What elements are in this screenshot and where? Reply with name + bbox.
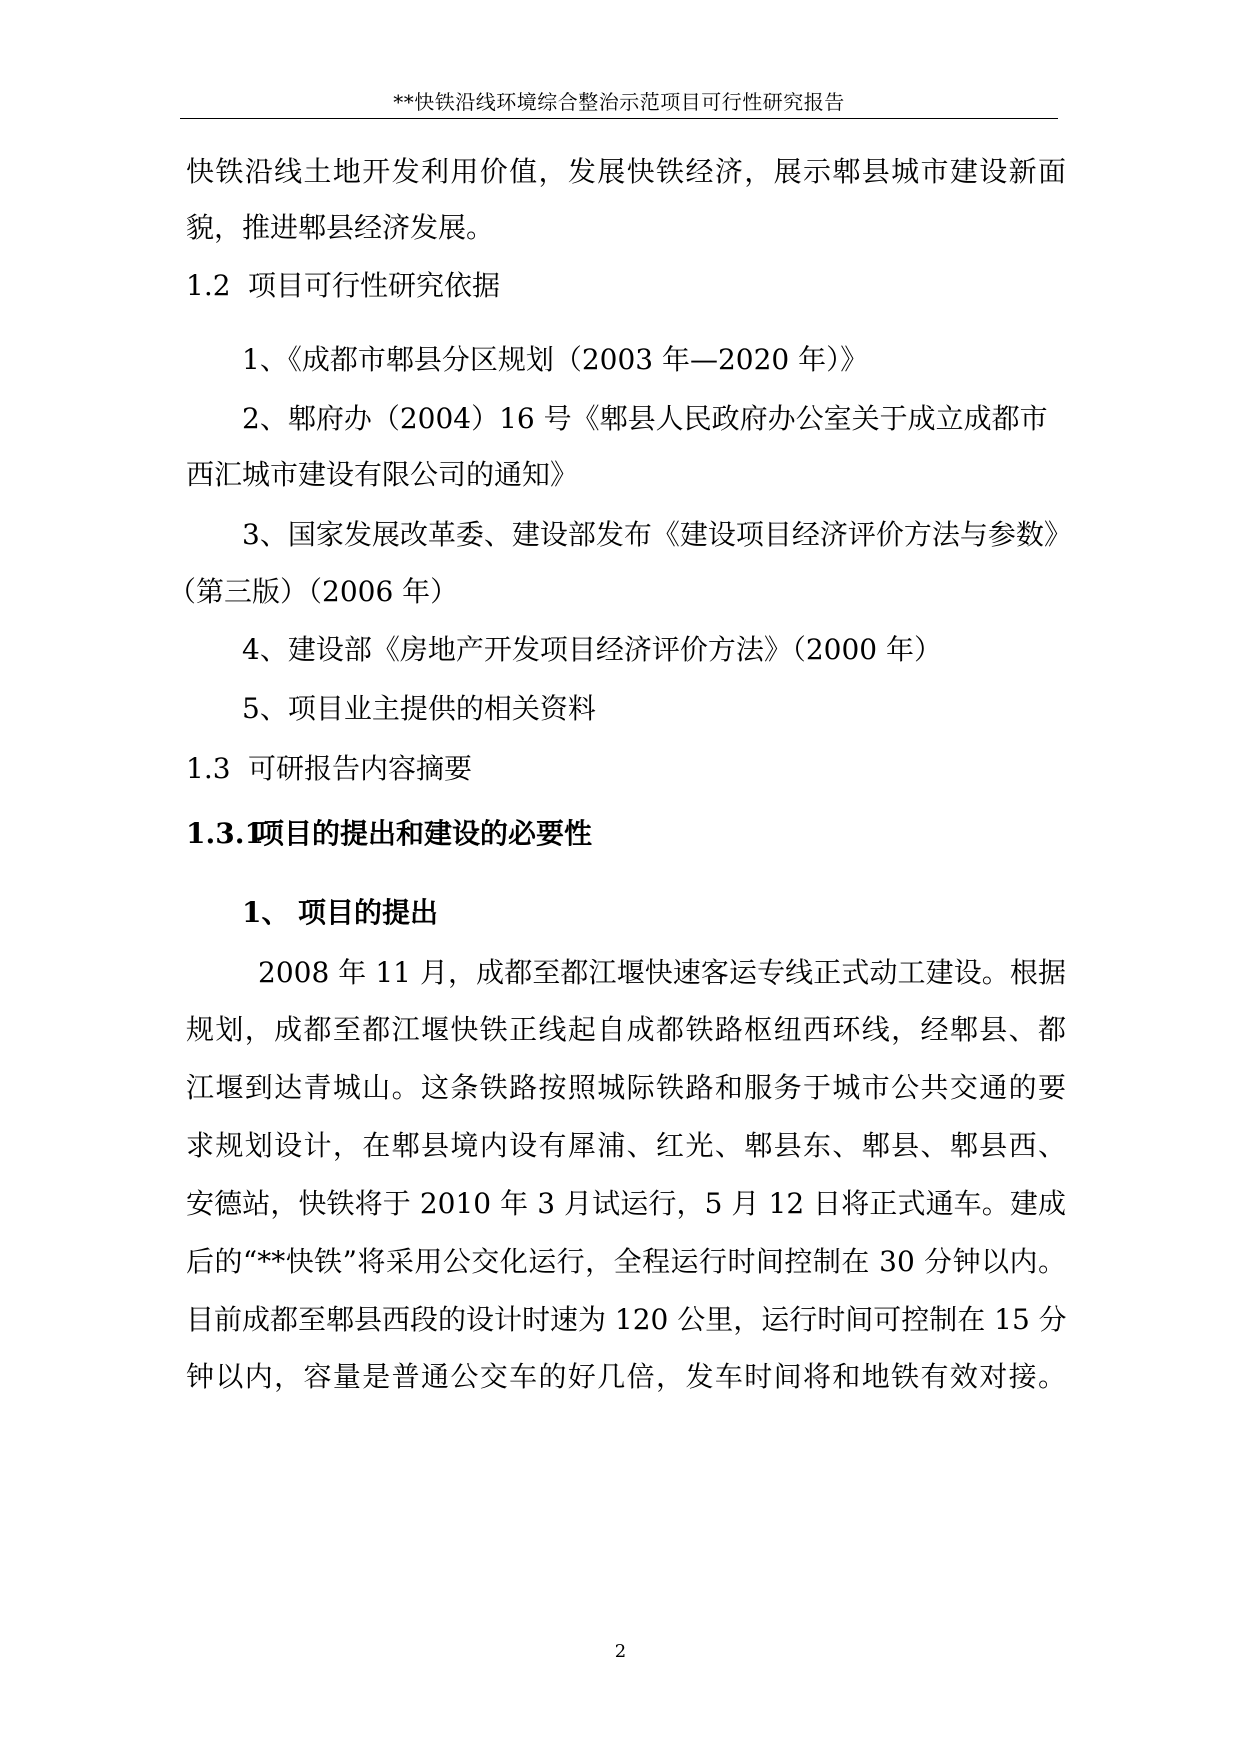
section-title: 可研报告内容摘要 — [248, 752, 473, 785]
body-line: 求规划设计，在郫县境内设有犀浦、红光、郫县东、郫县、郫县西、 — [186, 1129, 1066, 1162]
subsection-number: 1、 — [242, 896, 290, 929]
body-line: 目前成都至郫县西段的设计时速为 120 公里，运行时间可控制在 15 分 — [186, 1303, 1067, 1336]
section-number: 1.3 — [186, 752, 231, 785]
body-line: 后的“**快铁”将采用公交化运行，全程运行时间控制在 30 分钟以内。 — [186, 1245, 1066, 1278]
page-number: 2 — [614, 1641, 627, 1662]
basis-item-1: 1、《成都市郫县分区规划（2003 年—2020 年）》 — [242, 343, 869, 376]
basis-item-2: 2、郫府办（2004）16 号《郫县人民政府办公室关于成立成都市 — [242, 402, 1048, 435]
body-line: 2008 年 11 月，成都至都江堰快速客运专线正式动工建设。根据 — [258, 956, 1066, 989]
section-heading-1-2 — [186, 268, 1066, 304]
section-number: 1.2 — [186, 269, 231, 302]
paragraph-line: 貌，推进郫县经济发展。 — [186, 211, 495, 244]
subsection-title: 项目的提出 — [298, 896, 439, 929]
running-header: **快铁沿线环境综合整治示范项目可行性研究报告 — [393, 90, 845, 114]
section-heading-1-3 — [186, 751, 1066, 787]
header-divider — [180, 118, 1058, 119]
basis-item-5: 5、项目业主提供的相关资料 — [242, 692, 596, 725]
basis-item-3-cont: （第三版）（2006 年） — [168, 575, 459, 608]
body-line: 钟以内，容量是普通公交车的好几倍，发车时间将和地铁有效对接。 — [186, 1360, 1066, 1393]
section-title: 项目的提出和建设的必要性 — [256, 817, 593, 850]
section-number: 1.3.1 — [186, 817, 264, 850]
basis-item-3: 3、国家发展改革委、建设部发布《建设项目经济评价方法与参数》 — [242, 518, 1072, 551]
section-heading-1-3-1 — [186, 816, 1066, 852]
body-line: 规划，成都至都江堰快铁正线起自成都铁路枢纽西环线，经郫县、都 — [186, 1013, 1066, 1046]
paragraph-line: 快铁沿线土地开发利用价值，发展快铁经济，展示郫县城市建设新面 — [186, 155, 1066, 188]
basis-item-2-cont: 西汇城市建设有限公司的通知》 — [186, 458, 579, 491]
basis-item-4: 4、建设部《房地产开发项目经济评价方法》（2000 年） — [242, 633, 942, 666]
body-line: 安德站，快铁将于 2010 年 3 月试运行，5 月 12 日将正式通车。建成 — [186, 1187, 1066, 1220]
section-title: 项目可行性研究依据 — [248, 269, 501, 302]
subsection-heading-1 — [242, 895, 1122, 931]
body-line: 江堰到达青城山。这条铁路按照城际铁路和服务于城市公共交通的要 — [186, 1071, 1066, 1104]
